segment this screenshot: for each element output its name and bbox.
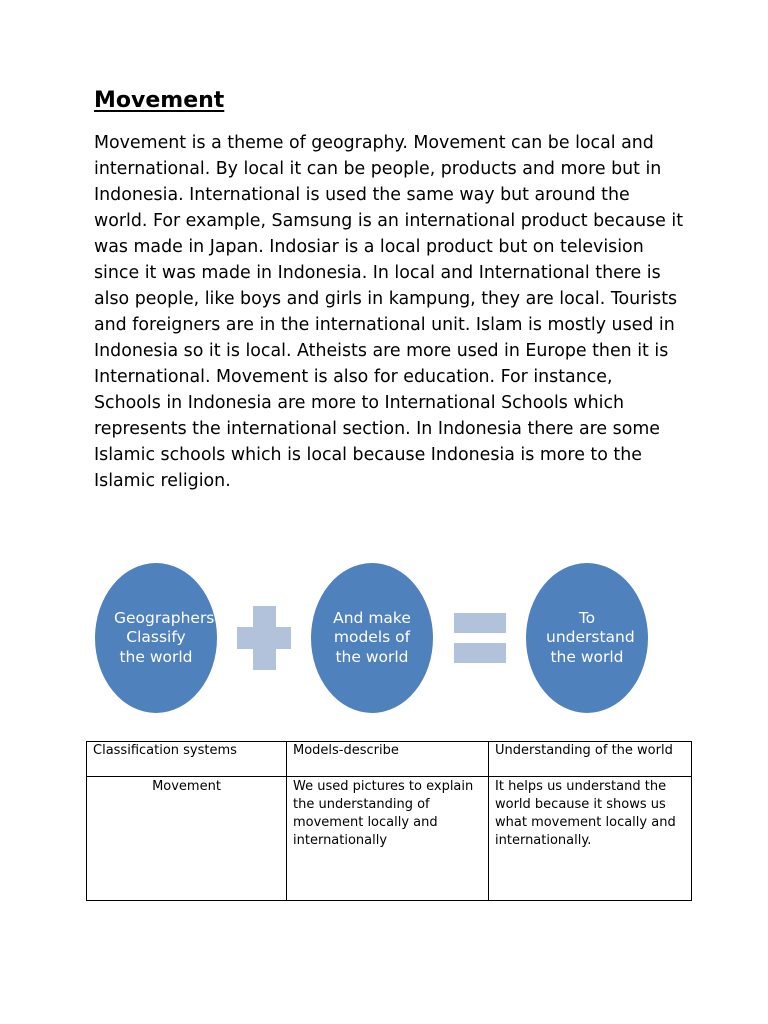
process-diagram: [0, 560, 768, 720]
diagram-circle-label: Geographers Classify the world: [114, 608, 215, 666]
table-header-cell: Understanding of the world: [489, 742, 692, 777]
diagram-circle-understand: [526, 563, 648, 713]
diagram-circle-classify: [95, 563, 217, 713]
equals-icon: [454, 613, 506, 633]
equals-icon-bar: [454, 643, 506, 663]
table-cell: Movement: [87, 777, 287, 901]
table-row: [87, 777, 692, 901]
plus-icon-bar: [237, 627, 291, 649]
table-cell: It helps us understand the world because it shows us what movement locally and internationally.: [489, 777, 692, 901]
diagram-circle-models: [311, 563, 433, 713]
table-header-cell: Classification systems: [87, 742, 287, 777]
table-cell: We used pictures to explain the understanding of movement locally and internationally: [287, 777, 489, 901]
table-header-cell: Models-describe: [287, 742, 489, 777]
diagram-circle-label: And make models of the world: [333, 608, 411, 666]
summary-table: [86, 741, 692, 901]
page-title: Movement: [94, 88, 225, 113]
body-paragraph: Movement is a theme of geography. Movement can be local and international. By local it can be people, products and more but in Indonesia. International is used the same way but around the world. For example, Samsung is an international product because it was made in Japan. Indosiar is a local product but on television since it was made in Indonesia. In local and International there is also people, like boys and girls in kampung, they are local. Tourists and foreigners are in the international unit. Islam is mostly used in Indonesia so it is local. Atheists are more used in Europe then it is International. Movement is also for education. For instance, Schools in Indonesia are more to International Schools which represents the international section. In Indonesia there are some Islamic schools which is local because Indonesia is more to the Islamic religion.: [94, 133, 684, 491]
diagram-circle-label: To understand the world: [546, 608, 635, 666]
table-header-row: [87, 742, 692, 777]
